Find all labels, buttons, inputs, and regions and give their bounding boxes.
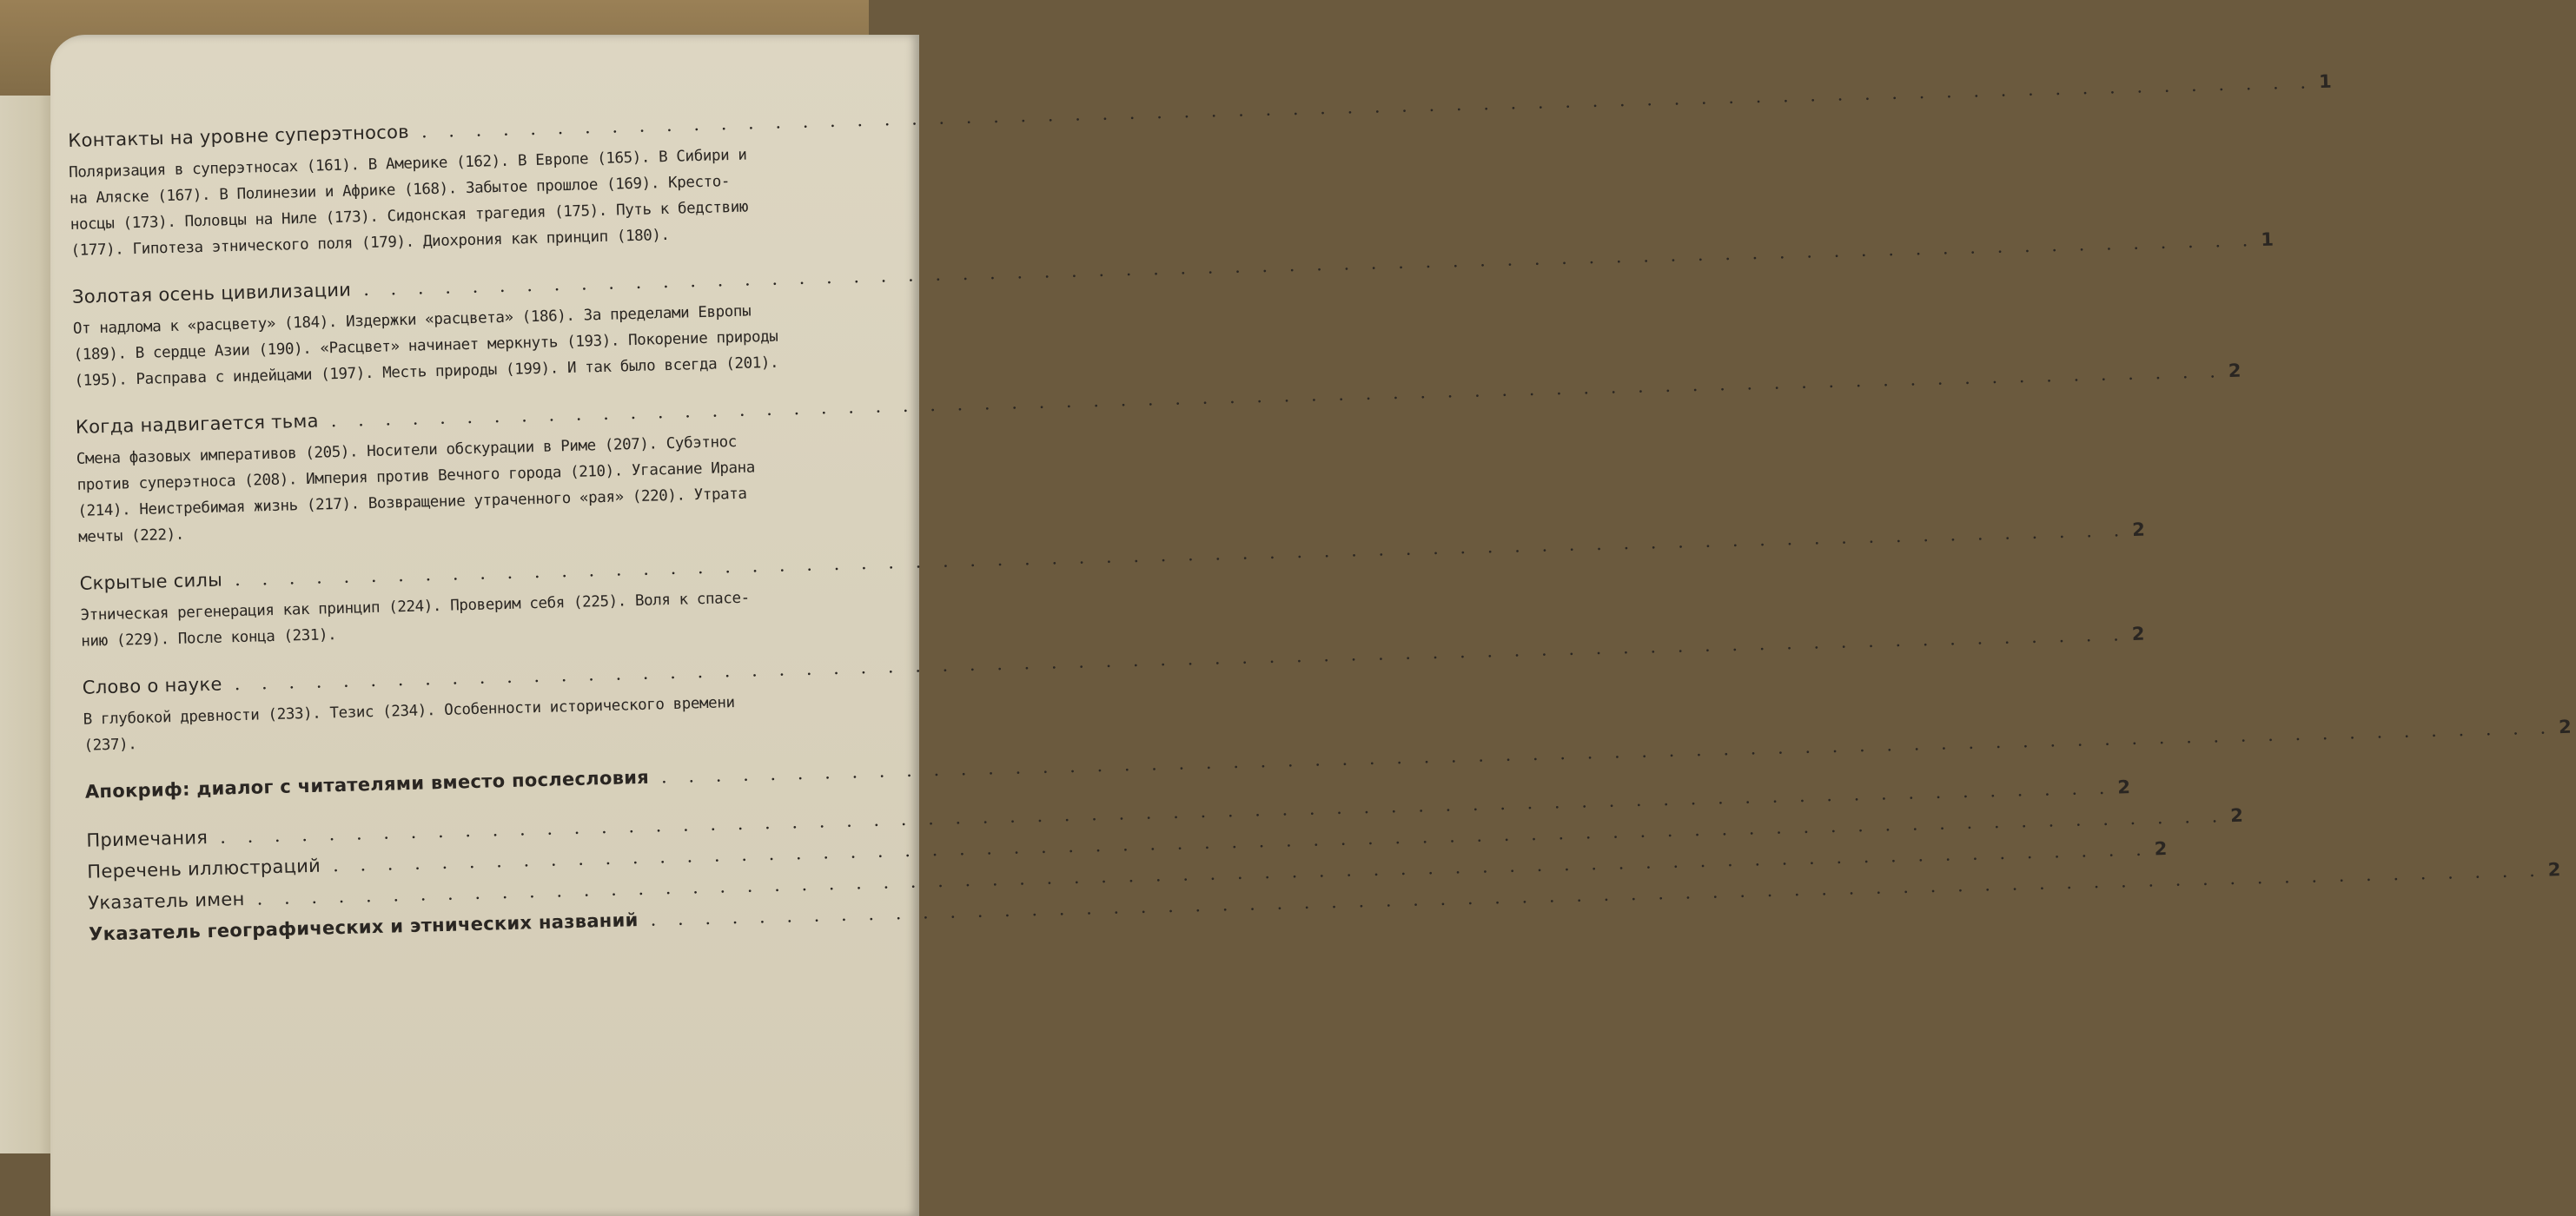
- toc-heading: Золотая осень цивилизации: [71, 279, 352, 307]
- toc-heading: Указатель имен: [87, 888, 245, 914]
- toc-heading: Примечания: [86, 827, 209, 851]
- toc-page-number: 2: [2547, 859, 2561, 881]
- toc-heading: Скрытые силы: [79, 569, 223, 594]
- toc-entry-superethnos-contacts: [68, 70, 2332, 264]
- toc-heading: Контакты на уровне суперэтносов: [68, 121, 410, 151]
- toc-subtopics: [69, 141, 801, 264]
- toc-page-number: 2: [2558, 716, 2573, 738]
- subtopic-line: нию (229). После конца (231).: [81, 626, 337, 651]
- subtopic-line: (237).: [83, 736, 137, 755]
- toc-subtopics: [76, 427, 809, 551]
- subtopic-line: (189). В сердце Азии (190). «Расцвет» начинает меркнуть (193). Покорение природы: [73, 327, 778, 364]
- toc-page-number: 1: [2260, 228, 2275, 250]
- subtopic-line: на Аляске (167). В Полинезии и Африке (168). Забытое прошлое (169). Кресто-: [69, 173, 731, 208]
- subtopic-line: против суперэтноса (208). Империя против Вечного города (210). Угасание Ирана: [76, 459, 756, 494]
- subtopic-line: Смена фазовых императивов (205). Носители обскурации в Риме (207). Субэтнос: [76, 433, 738, 468]
- subtopic-line: Этническая регенерация как принцип (224). Проверим себя (225). Воля к спасе-: [80, 589, 750, 625]
- toc-heading: Когда надвигается тьма: [75, 410, 319, 438]
- table-of-contents: [68, 70, 2573, 955]
- toc-heading: Апокриф: диалог с читателями вместо послесловия: [84, 766, 650, 803]
- toc-page-number: 1: [2318, 70, 2332, 93]
- subtopic-line: (214). Неистребимая жизнь (217). Возвращение утраченного «рая» (220). Утрата: [77, 485, 747, 520]
- subtopic-line: (177). Гипотеза этнического поля (179). Диохрония как принцип (180).: [70, 226, 670, 260]
- toc-page-number: 2: [2131, 519, 2146, 540]
- toc-page-number: 2: [2131, 623, 2145, 645]
- subtopic-line: мечты (222).: [78, 525, 185, 546]
- toc-heading: Указатель географических и этнических названий: [88, 909, 639, 945]
- subtopic-line: (195). Расправа с индейцами (197). Месть природы (199). И так было всегда (201).: [74, 354, 779, 390]
- leader-dots: [409, 71, 2314, 142]
- toc-page-number: 2: [2229, 804, 2244, 827]
- toc-heading: Слово о науке: [82, 673, 222, 698]
- subtopic-line: Поляризация в суперэтносах (161). В Америке (162). В Европе (165). В Сибири и: [69, 146, 747, 182]
- facing-page-edge: [0, 96, 56, 1153]
- toc-page-number: 2: [2117, 777, 2131, 798]
- subtopic-line: От надлома к «расцвету» (184). Издержки «расцвета» (186). За пределами Европы: [72, 302, 752, 338]
- subtopic-line: В глубокой древности (233). Тезис (234). Особенности исторического времени: [83, 694, 735, 729]
- toc-heading: Перечень иллюстраций: [87, 855, 321, 882]
- book-page: [50, 35, 2573, 1216]
- leader-dots: [649, 717, 2554, 787]
- subtopic-line: носцы (173). Половцы на Ниле (173). Сидонская трагедия (175). Путь к бедствию: [70, 198, 749, 234]
- toc-page-number: 2: [2154, 838, 2168, 860]
- toc-page-number: 2: [2228, 360, 2242, 381]
